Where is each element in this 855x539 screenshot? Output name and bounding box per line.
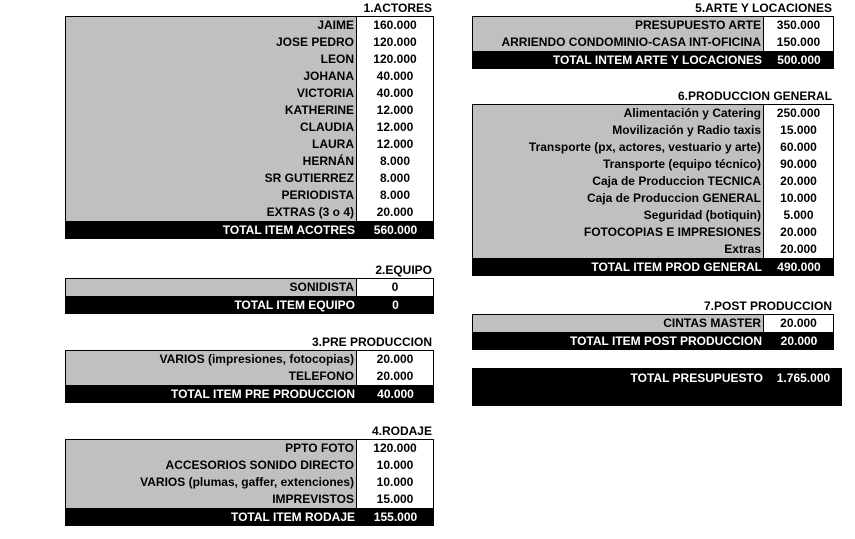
table-row: [66, 153, 433, 170]
table-row: [473, 17, 833, 34]
item-label: IMPREVISTOS: [66, 491, 357, 508]
total-row: [65, 297, 434, 314]
item-value: 12.000: [357, 102, 433, 119]
total-value: 20.000: [764, 333, 834, 350]
table-row: [473, 241, 833, 258]
section-title: 2.EQUIPO: [375, 263, 432, 277]
item-value: 15.000: [764, 122, 833, 139]
item-value: 120.000: [357, 440, 433, 457]
table-row: [66, 187, 433, 204]
budget-table: [65, 439, 434, 509]
item-label: JAIME: [66, 17, 357, 34]
item-label: JOSE PEDRO: [66, 34, 357, 51]
table-row: [66, 279, 433, 296]
section-pre-produccion: [65, 334, 434, 403]
budget-table: [472, 314, 834, 333]
item-value: 20.000: [764, 224, 833, 241]
table-row: [473, 122, 833, 139]
item-label: Transporte (px, actores, vestuario y arte): [473, 139, 764, 156]
item-label: FOTOCOPIAS E IMPRESIONES: [473, 224, 764, 241]
item-value: 120.000: [357, 34, 433, 51]
table-row: [473, 207, 833, 224]
section-title: 1.ACTORES: [363, 1, 432, 15]
table-row: [66, 474, 433, 491]
item-value: 12.000: [357, 119, 433, 136]
item-label: CINTAS MASTER: [473, 315, 764, 332]
item-value: 20.000: [764, 241, 833, 258]
item-value: 20.000: [764, 315, 833, 332]
table-row: [473, 156, 833, 173]
table-row: [473, 34, 833, 51]
table-row: [66, 440, 433, 457]
total-label: TOTAL ITEM ACOTRES: [65, 222, 357, 239]
total-label: TOTAL ITEM PRE PRODUCCION: [65, 386, 357, 403]
total-value: 500.000: [764, 52, 834, 69]
item-label: VARIOS (impresiones, fotocopias): [66, 351, 357, 368]
item-value: 8.000: [357, 153, 433, 170]
item-label: PERIODISTA: [66, 187, 357, 204]
item-value: 160.000: [357, 17, 433, 34]
budget-table: [65, 16, 434, 222]
item-value: 12.000: [357, 136, 433, 153]
item-value: 10.000: [357, 474, 433, 491]
item-value: 20.000: [357, 204, 433, 221]
section-title: 3.PRE PRODUCCION: [311, 335, 432, 349]
total-value: 40.000: [357, 386, 434, 403]
table-row: [66, 17, 433, 34]
section-arte: [472, 0, 834, 69]
item-value: 40.000: [357, 85, 433, 102]
item-label: KATHERINE: [66, 102, 357, 119]
table-row: [66, 85, 433, 102]
table-row: [66, 119, 433, 136]
table-row: [473, 190, 833, 207]
table-row: [473, 173, 833, 190]
total-label: TOTAL INTEM ARTE Y LOCACIONES: [472, 52, 764, 69]
section-equipo: [65, 262, 434, 314]
total-label: TOTAL ITEM PROD GENERAL: [472, 259, 764, 276]
grand-total-box: [472, 368, 842, 406]
item-value: 20.000: [357, 351, 433, 368]
total-row: [65, 509, 434, 526]
total-row: [472, 52, 834, 69]
section-rodaje: [65, 423, 434, 526]
section-title: 5.ARTE Y LOCACIONES: [695, 1, 832, 15]
item-value: 120.000: [357, 51, 433, 68]
total-label: TOTAL ITEM POST PRODUCCION: [472, 333, 764, 350]
item-label: PRESUPUESTO ARTE: [473, 17, 764, 34]
table-row: [66, 136, 433, 153]
item-label: Extras: [473, 241, 764, 258]
table-row: [66, 51, 433, 68]
item-label: VARIOS (plumas, gaffer, extenciones): [66, 474, 357, 491]
item-label: JOHANA: [66, 68, 357, 85]
section-produccion-general: [472, 88, 834, 276]
item-value: 10.000: [764, 190, 833, 207]
item-value: 5.000: [764, 207, 833, 224]
total-row: [472, 333, 834, 350]
item-label: Transporte (equipo técnico): [473, 156, 764, 173]
table-row: [66, 368, 433, 385]
item-value: 0: [357, 279, 433, 296]
table-row: [473, 315, 833, 332]
item-label: LAURA: [66, 136, 357, 153]
section-title: 7.POST PRODUCCION: [703, 299, 832, 313]
total-label: TOTAL ITEM RODAJE: [65, 509, 357, 526]
table-row: [66, 170, 433, 187]
section-actores: [65, 0, 434, 239]
table-row: [473, 105, 833, 122]
total-value: 560.000: [357, 222, 434, 239]
item-label: ACCESORIOS SONIDO DIRECTO: [66, 457, 357, 474]
item-label: SR GUTIERREZ: [66, 170, 357, 187]
item-label: CLAUDIA: [66, 119, 357, 136]
table-row: [66, 68, 433, 85]
item-label: LEON: [66, 51, 357, 68]
section-title: 4.RODAJE: [371, 424, 432, 438]
total-row: [472, 259, 834, 276]
item-label: TELEFONO: [66, 368, 357, 385]
item-value: 20.000: [357, 368, 433, 385]
table-row: [66, 204, 433, 221]
item-value: 350.000: [764, 17, 833, 34]
table-row: [473, 139, 833, 156]
item-label: VICTORIA: [66, 85, 357, 102]
item-label: SONIDISTA: [66, 279, 357, 296]
item-label: PPTO FOTO: [66, 440, 357, 457]
item-value: 15.000: [357, 491, 433, 508]
table-row: [66, 102, 433, 119]
total-row: [65, 222, 434, 239]
section-title: 6.PRODUCCION GENERAL: [677, 89, 832, 103]
item-value: 150.000: [764, 34, 833, 51]
total-value: 155.000: [357, 509, 434, 526]
grand-total-label: TOTAL PRESUPUESTO: [472, 368, 765, 388]
table-row: [473, 224, 833, 241]
table-row: [66, 351, 433, 368]
total-value: 0: [357, 297, 434, 314]
table-row: [66, 457, 433, 474]
item-label: EXTRAS (3 o 4): [66, 204, 357, 221]
section-post-produccion: [472, 298, 834, 350]
item-label: Caja de Produccion GENERAL: [473, 190, 764, 207]
item-label: Caja de Produccion TECNICA: [473, 173, 764, 190]
item-label: HERNÁN: [66, 153, 357, 170]
item-value: 60.000: [764, 139, 833, 156]
total-row: [65, 386, 434, 403]
budget-table: [65, 350, 434, 386]
table-row: [66, 491, 433, 508]
budget-table: [65, 278, 434, 297]
item-value: 20.000: [764, 173, 833, 190]
item-label: Movilización y Radio taxis: [473, 122, 764, 139]
item-value: 8.000: [357, 170, 433, 187]
table-row: [66, 34, 433, 51]
grand-total-value: 1.765.000: [765, 368, 842, 388]
budget-table: [472, 104, 834, 259]
item-value: 8.000: [357, 187, 433, 204]
total-value: 490.000: [764, 259, 834, 276]
item-label: ARRIENDO CONDOMINIO-CASA INT-OFICINA: [473, 34, 764, 51]
item-value: 90.000: [764, 156, 833, 173]
item-value: 40.000: [357, 68, 433, 85]
item-label: Alimentación y Catering: [473, 105, 764, 122]
total-label: TOTAL ITEM EQUIPO: [65, 297, 357, 314]
item-value: 250.000: [764, 105, 833, 122]
item-label: Seguridad (botiquin): [473, 207, 764, 224]
item-value: 10.000: [357, 457, 433, 474]
budget-table: [472, 16, 834, 52]
